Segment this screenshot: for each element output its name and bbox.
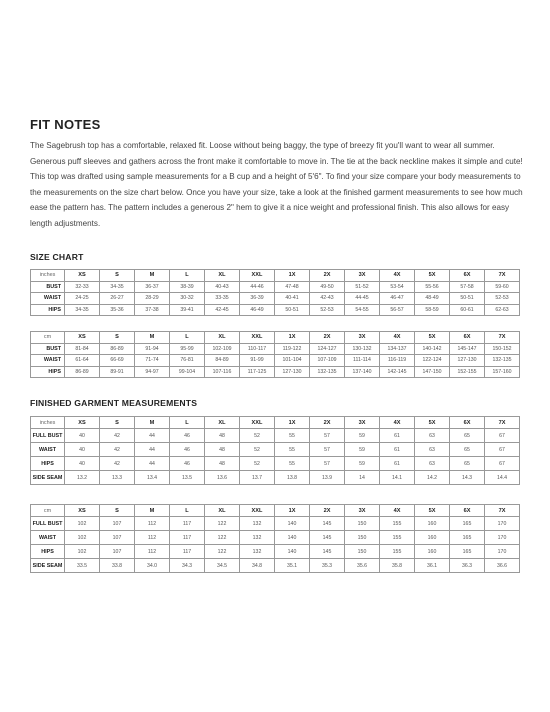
measurement-cell: 132-135 <box>310 366 345 378</box>
measurement-cell: 110-117 <box>240 343 275 355</box>
size-header-cell: M <box>135 270 170 282</box>
measurement-cell: 13.3 <box>100 471 135 485</box>
unit-label: cm <box>31 332 65 344</box>
measurement-cell: 57 <box>310 457 345 471</box>
measurement-cell: 101-104 <box>275 355 310 367</box>
measurement-cell: 13.6 <box>205 471 240 485</box>
measurement-cell: 36.3 <box>450 559 485 573</box>
measurement-label: HIPS <box>31 304 65 316</box>
measurement-cell: 14.4 <box>485 471 520 485</box>
measurement-cell: 155 <box>380 517 415 531</box>
size-header-cell: M <box>135 505 170 517</box>
measurement-cell: 61 <box>380 457 415 471</box>
measurement-cell: 59-60 <box>485 281 520 293</box>
measurement-cell: 48-49 <box>415 293 450 305</box>
size-header-cell: XXL <box>240 270 275 282</box>
measurement-cell: 67 <box>485 443 520 457</box>
measurement-cell: 107-109 <box>310 355 345 367</box>
size-chart-title: SIZE CHART <box>30 252 84 262</box>
measurement-cell: 132-135 <box>485 355 520 367</box>
measurement-cell: 140 <box>275 531 310 545</box>
measurement-cell: 34-35 <box>65 304 100 316</box>
measurement-cell: 65 <box>450 429 485 443</box>
measurement-cell: 170 <box>485 517 520 531</box>
measurement-cell: 13.5 <box>170 471 205 485</box>
measurement-cell: 165 <box>450 517 485 531</box>
measurement-cell: 35-36 <box>100 304 135 316</box>
measurement-row <box>31 471 520 485</box>
measurement-cell: 13.9 <box>310 471 345 485</box>
measurement-cell: 49-50 <box>310 281 345 293</box>
measurement-cell: 95-99 <box>170 343 205 355</box>
size-header-cell: 2X <box>310 270 345 282</box>
measurement-cell: 67 <box>485 457 520 471</box>
measurement-cell: 52 <box>240 443 275 457</box>
size-header-cell: 1X <box>275 417 310 429</box>
measurement-cell: 34.3 <box>170 559 205 573</box>
measurement-cell: 37-38 <box>135 304 170 316</box>
measurement-cell: 40 <box>65 443 100 457</box>
measurement-cell: 150-152 <box>485 343 520 355</box>
size-header-cell: 5X <box>415 270 450 282</box>
size-header-cell: XL <box>205 270 240 282</box>
measurement-cell: 13.7 <box>240 471 275 485</box>
measurement-label: BUST <box>31 281 65 293</box>
measurement-cell: 46 <box>170 443 205 457</box>
measurement-label: BUST <box>31 343 65 355</box>
size-header-row <box>31 270 520 282</box>
measurement-cell: 47-48 <box>275 281 310 293</box>
measurement-cell: 137-140 <box>345 366 380 378</box>
measurement-cell: 48 <box>205 457 240 471</box>
measurement-cell: 14 <box>345 471 380 485</box>
measurement-cell: 89-91 <box>100 366 135 378</box>
measurement-cell: 81-84 <box>65 343 100 355</box>
size-header-cell: 2X <box>310 505 345 517</box>
size-header-cell: L <box>170 505 205 517</box>
measurement-cell: 155 <box>380 545 415 559</box>
measurement-cell: 46-49 <box>240 304 275 316</box>
measurement-label: FULL BUST <box>31 517 65 531</box>
size-header-cell: S <box>100 332 135 344</box>
measurement-label: WAIST <box>31 293 65 305</box>
measurement-row <box>31 559 520 573</box>
size-header-cell: S <box>100 417 135 429</box>
measurement-cell: 56-57 <box>380 304 415 316</box>
measurement-cell: 59 <box>345 457 380 471</box>
size-header-cell: 4X <box>380 332 415 344</box>
measurement-cell: 32-33 <box>65 281 100 293</box>
measurement-cell: 61 <box>380 443 415 457</box>
size-header-cell: XS <box>65 270 100 282</box>
measurement-cell: 14.1 <box>380 471 415 485</box>
fit-notes-title: FIT NOTES <box>30 117 101 132</box>
measurement-cell: 132 <box>240 517 275 531</box>
measurement-cell: 62-63 <box>485 304 520 316</box>
measurement-cell: 107 <box>100 531 135 545</box>
measurement-cell: 30-32 <box>170 293 205 305</box>
measurement-label: SIDE SEAM <box>31 471 65 485</box>
measurement-cell: 63 <box>415 443 450 457</box>
size-header-cell: 7X <box>485 505 520 517</box>
measurement-cell: 35.3 <box>310 559 345 573</box>
measurement-cell: 65 <box>450 443 485 457</box>
measurement-cell: 55 <box>275 457 310 471</box>
measurement-cell: 145 <box>310 517 345 531</box>
measurement-cell: 55-56 <box>415 281 450 293</box>
measurement-cell: 122 <box>205 517 240 531</box>
measurement-cell: 160 <box>415 545 450 559</box>
size-header-row <box>31 505 520 517</box>
size-header-cell: 3X <box>345 270 380 282</box>
measurement-cell: 130-132 <box>345 343 380 355</box>
measurement-cell: 117-125 <box>240 366 275 378</box>
measurement-cell: 34.0 <box>135 559 170 573</box>
measurement-cell: 134-137 <box>380 343 415 355</box>
measurement-cell: 34-35 <box>100 281 135 293</box>
measurement-row <box>31 355 520 367</box>
measurement-cell: 60-61 <box>450 304 485 316</box>
size-chart-cm-table <box>30 331 520 378</box>
measurement-cell: 112 <box>135 517 170 531</box>
unit-label: inches <box>31 270 65 282</box>
measurement-cell: 46 <box>170 457 205 471</box>
measurement-cell: 14.2 <box>415 471 450 485</box>
measurement-cell: 40 <box>65 457 100 471</box>
measurement-cell: 117 <box>170 517 205 531</box>
measurement-cell: 117 <box>170 531 205 545</box>
measurement-label: HIPS <box>31 545 65 559</box>
measurement-cell: 119-122 <box>275 343 310 355</box>
size-header-cell: 7X <box>485 417 520 429</box>
measurement-cell: 48 <box>205 443 240 457</box>
size-header-cell: XL <box>205 332 240 344</box>
measurement-cell: 44-46 <box>240 281 275 293</box>
measurement-cell: 40-43 <box>205 281 240 293</box>
measurement-row <box>31 343 520 355</box>
measurement-row <box>31 531 520 545</box>
measurement-cell: 57-58 <box>450 281 485 293</box>
measurement-cell: 102 <box>65 545 100 559</box>
finished-inches-table <box>30 416 520 485</box>
size-header-cell: 6X <box>450 505 485 517</box>
measurement-cell: 150 <box>345 531 380 545</box>
size-header-cell: 3X <box>345 332 380 344</box>
measurement-cell: 102 <box>65 531 100 545</box>
measurement-cell: 35.6 <box>345 559 380 573</box>
measurement-cell: 107-116 <box>205 366 240 378</box>
measurement-label: SIDE SEAM <box>31 559 65 573</box>
measurement-cell: 61-64 <box>65 355 100 367</box>
measurement-cell: 116-119 <box>380 355 415 367</box>
measurement-cell: 36-39 <box>240 293 275 305</box>
measurement-cell: 112 <box>135 545 170 559</box>
size-header-cell: L <box>170 417 205 429</box>
measurement-cell: 155 <box>380 531 415 545</box>
measurement-cell: 55 <box>275 443 310 457</box>
measurement-cell: 111-114 <box>345 355 380 367</box>
measurement-row <box>31 293 520 305</box>
measurement-cell: 102 <box>65 517 100 531</box>
size-header-cell: XL <box>205 417 240 429</box>
measurement-cell: 140 <box>275 545 310 559</box>
size-header-cell: 4X <box>380 417 415 429</box>
size-header-cell: XXL <box>240 417 275 429</box>
measurement-cell: 165 <box>450 531 485 545</box>
measurement-cell: 170 <box>485 531 520 545</box>
measurement-cell: 86-89 <box>65 366 100 378</box>
size-header-cell: 5X <box>415 505 450 517</box>
measurement-cell: 40-41 <box>275 293 310 305</box>
size-header-cell: XS <box>65 332 100 344</box>
size-header-cell: S <box>100 270 135 282</box>
measurement-cell: 63 <box>415 457 450 471</box>
measurement-cell: 94-97 <box>135 366 170 378</box>
measurement-cell: 54-55 <box>345 304 380 316</box>
size-header-row <box>31 417 520 429</box>
measurement-cell: 48 <box>205 429 240 443</box>
size-header-cell: 6X <box>450 417 485 429</box>
measurement-cell: 13.8 <box>275 471 310 485</box>
measurement-cell: 102-109 <box>205 343 240 355</box>
measurement-cell: 66-69 <box>100 355 135 367</box>
size-header-cell: 7X <box>485 270 520 282</box>
size-header-cell: XL <box>205 505 240 517</box>
measurement-cell: 52-53 <box>310 304 345 316</box>
measurement-cell: 55 <box>275 429 310 443</box>
finished-cm-table <box>30 504 520 573</box>
measurement-label: HIPS <box>31 457 65 471</box>
fit-notes-paragraph: The Sagebrush top has a comfortable, relaxed fit. Loose without being baggy, the type of breezy fit you'll want to wear all summer. Generous puff sleeves and gathers across the front make it comfortable to move in. The tie at the back neckline makes it simple and cute! This top was drafted using sample measurements for a B cup and a height of 5'6". To find your size compare your body measurements to the measurements on the size chart below. Once you have your size, take a look at the finished garment measurements to see how much ease the pattern has. The pattern includes a generous 2" hem to give it a nice weight and professional finish. This also allows for easy length adjustments. <box>30 141 523 228</box>
measurement-cell: 91-99 <box>240 355 275 367</box>
size-header-cell: 2X <box>310 417 345 429</box>
size-chart-inches-table <box>30 269 520 316</box>
measurement-cell: 84-89 <box>205 355 240 367</box>
size-header-cell: XS <box>65 505 100 517</box>
size-header-cell: M <box>135 417 170 429</box>
measurement-cell: 36.6 <box>485 559 520 573</box>
measurement-cell: 91-94 <box>135 343 170 355</box>
measurement-cell: 38-39 <box>170 281 205 293</box>
size-header-cell: 1X <box>275 270 310 282</box>
measurement-cell: 142-145 <box>380 366 415 378</box>
measurement-cell: 160 <box>415 517 450 531</box>
measurement-cell: 145 <box>310 531 345 545</box>
measurement-cell: 28-29 <box>135 293 170 305</box>
measurement-cell: 34.5 <box>205 559 240 573</box>
measurement-cell: 99-104 <box>170 366 205 378</box>
measurement-cell: 67 <box>485 429 520 443</box>
size-header-cell: 5X <box>415 417 450 429</box>
size-header-cell: 6X <box>450 332 485 344</box>
size-header-cell: XS <box>65 417 100 429</box>
measurement-cell: 14.3 <box>450 471 485 485</box>
measurement-cell: 150 <box>345 517 380 531</box>
measurement-cell: 52 <box>240 457 275 471</box>
measurement-cell: 44 <box>135 457 170 471</box>
size-header-row <box>31 332 520 344</box>
measurement-cell: 52-53 <box>485 293 520 305</box>
size-header-cell: 2X <box>310 332 345 344</box>
measurement-label: WAIST <box>31 531 65 545</box>
measurement-cell: 13.2 <box>65 471 100 485</box>
size-header-cell: 6X <box>450 270 485 282</box>
size-header-cell: S <box>100 505 135 517</box>
measurement-cell: 127-130 <box>275 366 310 378</box>
measurement-cell: 35.8 <box>380 559 415 573</box>
measurement-cell: 53-54 <box>380 281 415 293</box>
measurement-cell: 140-142 <box>415 343 450 355</box>
measurement-cell: 170 <box>485 545 520 559</box>
measurement-cell: 71-74 <box>135 355 170 367</box>
measurement-cell: 42-45 <box>205 304 240 316</box>
measurement-cell: 34.8 <box>240 559 275 573</box>
measurement-cell: 165 <box>450 545 485 559</box>
measurement-cell: 61 <box>380 429 415 443</box>
measurement-cell: 127-130 <box>450 355 485 367</box>
measurement-cell: 46 <box>170 429 205 443</box>
measurement-cell: 59 <box>345 443 380 457</box>
measurement-cell: 40 <box>65 429 100 443</box>
measurement-cell: 57 <box>310 443 345 457</box>
measurement-cell: 145 <box>310 545 345 559</box>
measurement-cell: 26-27 <box>100 293 135 305</box>
measurement-row <box>31 366 520 378</box>
measurement-cell: 157-160 <box>485 366 520 378</box>
finished-garment-title: FINISHED GARMENT MEASUREMENTS <box>30 398 198 408</box>
measurement-cell: 58-59 <box>415 304 450 316</box>
unit-label: inches <box>31 417 65 429</box>
measurement-cell: 59 <box>345 429 380 443</box>
measurement-row <box>31 545 520 559</box>
measurement-row <box>31 429 520 443</box>
size-header-cell: L <box>170 332 205 344</box>
measurement-row <box>31 517 520 531</box>
measurement-cell: 51-52 <box>345 281 380 293</box>
measurement-cell: 63 <box>415 429 450 443</box>
measurement-cell: 42 <box>100 443 135 457</box>
size-header-cell: XXL <box>240 505 275 517</box>
measurement-cell: 65 <box>450 457 485 471</box>
measurement-row <box>31 281 520 293</box>
size-header-cell: 1X <box>275 332 310 344</box>
measurement-row <box>31 457 520 471</box>
measurement-cell: 42 <box>100 429 135 443</box>
measurement-cell: 145-147 <box>450 343 485 355</box>
size-header-cell: L <box>170 270 205 282</box>
measurement-label: FULL BUST <box>31 429 65 443</box>
unit-label: cm <box>31 505 65 517</box>
measurement-cell: 50-51 <box>450 293 485 305</box>
measurement-cell: 36.1 <box>415 559 450 573</box>
measurement-cell: 33.5 <box>65 559 100 573</box>
size-header-cell: 5X <box>415 332 450 344</box>
measurement-cell: 147-150 <box>415 366 450 378</box>
size-header-cell: 1X <box>275 505 310 517</box>
measurement-cell: 42-43 <box>310 293 345 305</box>
measurement-cell: 107 <box>100 545 135 559</box>
measurement-cell: 52 <box>240 429 275 443</box>
size-header-cell: M <box>135 332 170 344</box>
size-header-cell: 7X <box>485 332 520 344</box>
measurement-cell: 36-37 <box>135 281 170 293</box>
measurement-cell: 132 <box>240 531 275 545</box>
measurement-cell: 33.8 <box>100 559 135 573</box>
measurement-row <box>31 304 520 316</box>
measurement-cell: 39-41 <box>170 304 205 316</box>
measurement-cell: 160 <box>415 531 450 545</box>
measurement-cell: 42 <box>100 457 135 471</box>
measurement-cell: 57 <box>310 429 345 443</box>
measurement-cell: 44-45 <box>345 293 380 305</box>
measurement-cell: 50-51 <box>275 304 310 316</box>
size-header-cell: 4X <box>380 505 415 517</box>
size-header-cell: 3X <box>345 505 380 517</box>
measurement-cell: 132 <box>240 545 275 559</box>
measurement-cell: 122 <box>205 531 240 545</box>
measurement-cell: 86-89 <box>100 343 135 355</box>
measurement-cell: 140 <box>275 517 310 531</box>
measurement-cell: 122 <box>205 545 240 559</box>
measurement-cell: 117 <box>170 545 205 559</box>
measurement-cell: 44 <box>135 443 170 457</box>
measurement-cell: 46-47 <box>380 293 415 305</box>
measurement-cell: 112 <box>135 531 170 545</box>
measurement-cell: 35.1 <box>275 559 310 573</box>
measurement-cell: 24-25 <box>65 293 100 305</box>
measurement-cell: 152-155 <box>450 366 485 378</box>
measurement-cell: 124-127 <box>310 343 345 355</box>
measurement-row <box>31 443 520 457</box>
size-header-cell: XXL <box>240 332 275 344</box>
measurement-cell: 150 <box>345 545 380 559</box>
measurement-cell: 107 <box>100 517 135 531</box>
measurement-cell: 122-124 <box>415 355 450 367</box>
measurement-label: WAIST <box>31 355 65 367</box>
measurement-label: HIPS <box>31 366 65 378</box>
size-header-cell: 4X <box>380 270 415 282</box>
measurement-cell: 44 <box>135 429 170 443</box>
measurement-cell: 76-81 <box>170 355 205 367</box>
measurement-cell: 13.4 <box>135 471 170 485</box>
measurement-cell: 33-35 <box>205 293 240 305</box>
measurement-label: WAIST <box>31 443 65 457</box>
size-header-cell: 3X <box>345 417 380 429</box>
